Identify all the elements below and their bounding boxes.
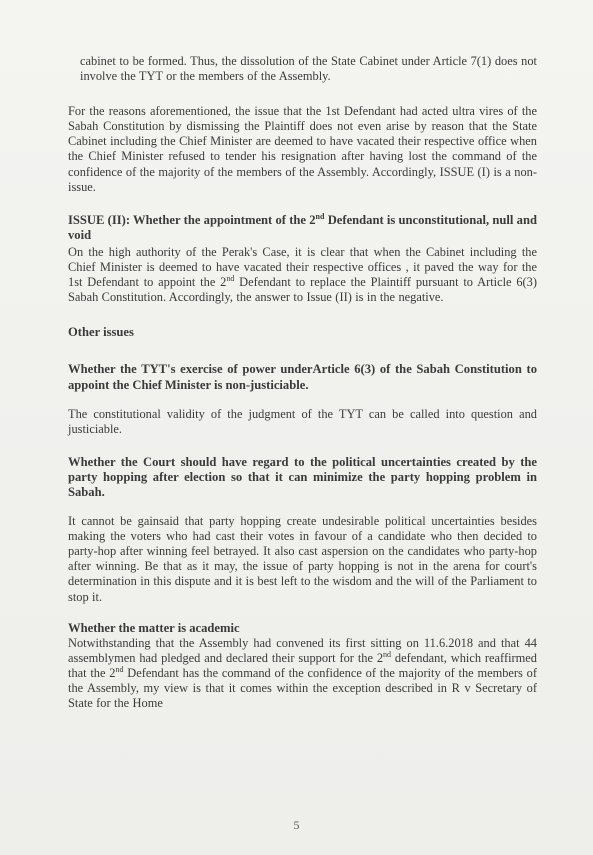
paragraph-issue-two-answer: On the high authority of the Perak's Case, it is clear that when the Cabinet including the Chief Minister is deemed to have vacated their respective offices , it paved the way for the 1st Defendant to appoint the 2nd Defendant to replace the Plaintiff pursuant to Article 6(3) Sabah Constitution. Accordingly, the answer to Issue (II) is in the negative.	[68, 244, 537, 305]
paragraph-issue-one-conclusion: For the reasons aforementioned, the issue that the 1st Defendant had acted ultra vires of the Sabah Constitution by dismissing the Plaintiff does not even arise by reason that the State Cabinet including the Chief Minister are deemed to have vacated their respective office when the Chief Minister refused to tender his resignation after having lost the command of the confidence of the majority of the members of the Assembly. Accordingly, ISSUE (I) is a non-issue.	[68, 104, 537, 194]
other-issues-heading: Other issues	[68, 325, 134, 340]
paragraph-party-hopping: It cannot be gainsaid that party hopping create undesirable political uncertainties besides making the voters who had cast their votes in favour of a candidate who then decided to party-hop after winning feel betrayed. It also cast aspersion on the candidates who party-hop after winning. Be that as it may, the issue of party hopping is not in the arena for court's determination in this dispute and it is best left to the wisdom and the will of the Parliament to stop it.	[68, 514, 537, 604]
paragraph-cabinet-dissolution: cabinet to be formed. Thus, the dissolution of the State Cabinet under Article 7(1) does not involve the TYT or the members of the Assembly.	[80, 54, 537, 84]
party-hopping-heading: Whether the Court should have regard to the political uncertainties created by the party hopping after election so that it can minimize the party hopping problem in Sabah.	[68, 454, 537, 499]
paragraph-academic: Notwithstanding that the Assembly had convened its first sitting on 11.6.2018 and that 44 assemblymen had pledged and declared their support for the 2nd defendant, which reaffirmed that the 2nd Defendant has the command of the confidence of the majority of the members of the Assembly, my view is that it comes within the exception described in R v Secretary of State for the Home	[68, 635, 537, 711]
page-number: 5	[293, 818, 300, 832]
issue-two-heading: ISSUE (II): Whether the appointment of the 2nd Defendant is unconstitutional, null and void	[68, 211, 537, 242]
tyt-power-heading: Whether the TYT's exercise of power underArticle 6(3) of the Sabah Constitution to appoint the Chief Minister is non-justiciable.	[68, 362, 537, 392]
academic-heading: Whether the matter is academic	[68, 620, 240, 635]
paragraph-tyt-justiciable: The constitutional validity of the judgment of the TYT can be called into question and justiciable.	[68, 406, 537, 436]
